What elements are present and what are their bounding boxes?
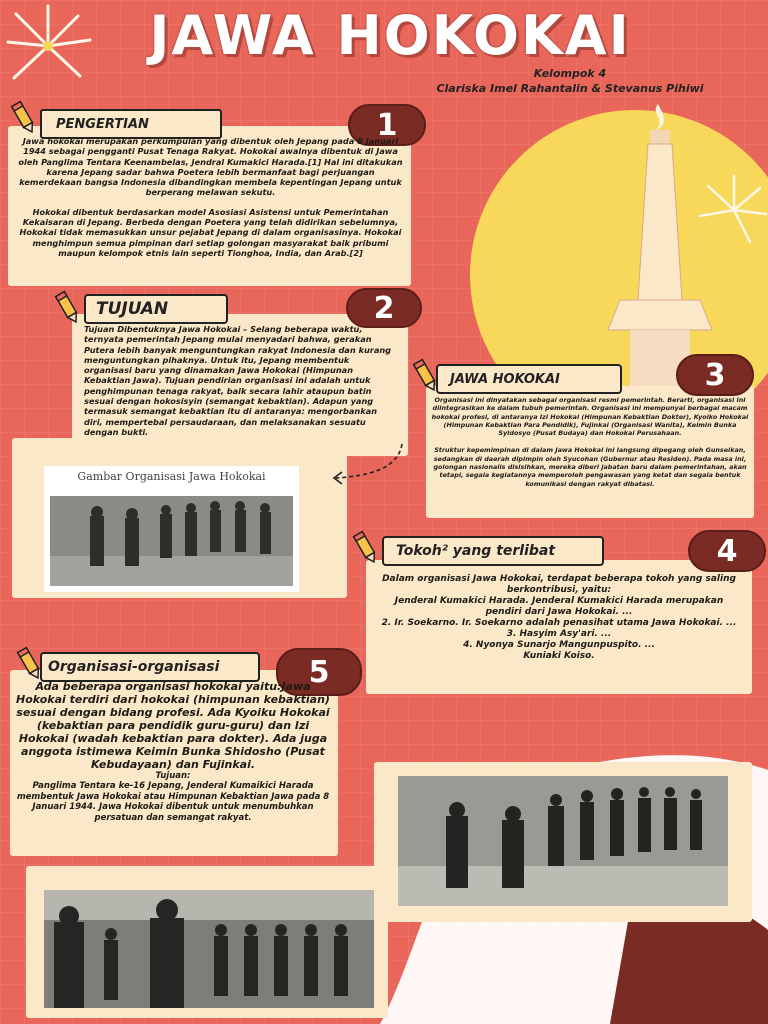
dashed-arrow-icon — [326, 440, 406, 486]
section-number-label: 4 — [716, 533, 738, 569]
tokoh-heading — [382, 536, 604, 566]
tokoh-heading-label: Tokoh² yang terlibat — [396, 543, 556, 559]
organisasi-heading — [40, 652, 260, 682]
tokoh-line-3: 2. Ir. Soekarno. Ir. Soekarno adalah penasihat utama Jawa Hokokai. ... — [381, 618, 737, 628]
tokoh-line-4: 3. Hasyim Asy'ari. ... — [506, 629, 612, 639]
jawa-hokokai-heading-label: JAWA HOKOKAI — [450, 371, 560, 387]
jawa-hokokai-paragraph-2: Struktur kepemimpinan di dalam Jawa Hokokai ini langsung dipegang oleh Gunseikan, sedangkan di daerah dipimpin oleh Syucohan (Gubernur atau Residen). Pada masa ini, golongan nasionalis disisihkan, mereka diberi jabatan baru dalam pemerintahan, akan tetapi, segala kegiatannya memperoleh pengawasan yang ketat dan segala bentuk komunikasi dengan rakyat dibatasi. — [433, 446, 747, 488]
fireworks-icon — [0, 0, 110, 90]
pencil-icon — [352, 530, 380, 566]
gambar-frame — [44, 466, 299, 592]
pencil-icon — [10, 100, 38, 136]
tokoh-line-6: Kuniaki Koiso. — [523, 651, 595, 661]
tujuan-heading-label: TUJUAN — [96, 299, 169, 319]
gambar-caption: Gambar Organisasi Jawa Hokokai — [77, 470, 266, 483]
page-title: JAWA HOKOKAI — [149, 4, 631, 67]
group-info — [410, 66, 730, 96]
pengertian-paragraph-2: Hokokai dibentuk berdasarkan model Asosiasi Asistensi untuk Pemerintahan Kekaisaran di Jepang. Berbeda dengan Poetera yang telah didirikan sebelumnya, Hokokai tidak memasukkan unsur pejabat Jepang di dalam organisasinya. Hokokai menghimpun semua pimpinan dari setiap golongan masyarakat baik pribumi maupun kelompok etnis lain seperti Tionghoa, India, dan Arab.[2] — [19, 206, 402, 258]
section-number-label: 5 — [308, 654, 330, 690]
fireworks-icon — [690, 170, 768, 250]
tokoh-text — [376, 574, 742, 662]
group-members: Clariska Imel Rahantalin & Stevanus Pihiwi — [436, 82, 704, 95]
tujuan-paragraph: Tujuan Dibentuknya Jawa Hokokai – Selang beberapa waktu, ternyata pemerintah Jepang mulai menyadari bahwa, gerakan Putera lebih banyak menguntungkan rakyat Indonesia dan kurang menguntungkan pihaknya. Untuk itu, Jepang membentuk organisasi baru yang dinamakan Jawa Hokokai (Himpunan Kebaktian Jawa). Tujuan pendirian organisasi ini adalah untuk penghimpunan tenaga rakyat, baik secara lahir ataupun batin sesuai dengan hokosisyin (semangat kebaktian). Adapun yang termasuk semangat kebaktian itu di antaranya: mengorbankan diri, mempertebal persaudaraan, dan melaksanakan sesuatu dengan bukti. — [84, 324, 392, 437]
organisasi-tujuan-label: Tujuan: — [155, 771, 191, 781]
section-number-3 — [676, 354, 754, 396]
salute-photo — [44, 890, 374, 1008]
pengertian-heading — [40, 109, 222, 139]
organisasi-paragraph-1: Ada beberapa organisasi hokokai yaitu:Jawa Hokokai terdiri dari hokokai (himpunan kebaktian) sesuai dengan bidang profesi. Ada Kyoiku Hokokai (kebaktian para pendidik guru-guru) dan Izi Hokokai (wadah kebaktian para dokter). Ada juga anggota istimewa Keimin Bunka Shidosho (Pusat Kebudayaan) dan Fujinkai. — [16, 680, 330, 771]
section-number-label: 2 — [373, 290, 395, 326]
pengertian-paragraph-1: Jawa hokokai merupakan perkumpulan yang dibentuk oleh Jepang pada 8 Januari 1944 sebagai pengganti Pusat Tenaga Rakyat. Hokokai awalnya dibentuk di Jawa oleh Panglima Tentara Keenambelas, Jendral Kumakici Harada.[1] Hal ini ditakukan karena Jepang sadar bahwa Poetera lebih bermanfaat bagi perjuangan kemerdekaan bangsa Indonesia dibandingkan membela kepentingan Jepang untuk berperang melawan sekutu. — [18, 136, 403, 198]
tokoh-line-1: Dalam organisasi Jawa Hokokai, terdapat beberapa tokoh yang saling berkontribusi, yaitu: — [382, 574, 736, 595]
organisasi-text — [14, 680, 332, 823]
pencil-icon — [54, 290, 82, 326]
jawa-hokokai-paragraph-1: Organisasi ini dinyatakan sebagai organisasi resmi pemerintah. Berarti, organisasi ini diintegrasikan ke dalam tubuh pemerintah. Organisasi ini mempunyai berbagai macam hokokai profesi, di antaranya Izi Hokokai (Himpunan Kebaktian Dokter), Kyoiko Hokokai (Himpunan Kebaktian Para Pendidik), Fujinkai (Organisasi Wanita), Keimin Bunka Syidosyo (Pusat Budaya) dan Hokokai Perusahaan. — [431, 396, 749, 438]
section-number-2 — [346, 288, 422, 328]
group-number: Kelompok 4 — [533, 67, 607, 80]
tokoh-line-2: Jenderal Kumakici Harada. Jenderal Kumakici Harada merupakan pendiri dari Jawa Hokokai. ... — [394, 596, 724, 617]
jawa-hokokai-heading — [436, 364, 622, 394]
tujuan-heading — [84, 294, 228, 324]
section-number-label: 3 — [704, 357, 726, 393]
tujuan-text — [84, 324, 396, 437]
organisasi-paragraph-2: Panglima Tentara ke-16 Jepang, Jenderal Kumaikici Harada membentuk Jawa Hokokai atau Himpunan Kebaktian Jawa pada 8 Januari 1944. Jawa Hokokai dibentuk untuk menumbuhkan persatuan dan semangat rakyat. — [16, 781, 330, 823]
pengertian-heading-label: PENGERTIAN — [56, 116, 149, 132]
jawa-hokokai-text — [430, 396, 750, 497]
section-number-label: 1 — [376, 107, 398, 143]
organisasi-heading-label: Organisasi-organisasi — [48, 659, 220, 675]
tokoh-line-5: 4. Nyonya Sunarjo Mangunpuspito. ... — [463, 640, 655, 650]
organisation-photo — [50, 496, 293, 586]
section-number-4 — [688, 530, 766, 572]
pengertian-text — [18, 136, 403, 267]
soldiers-photo — [398, 776, 728, 906]
